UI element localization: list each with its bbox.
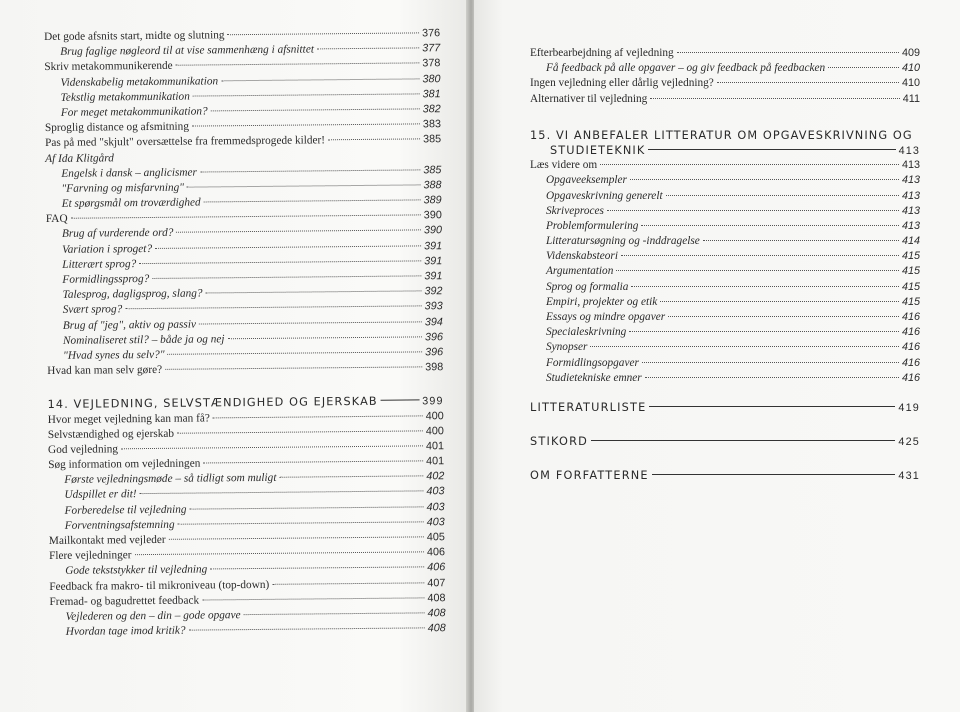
toc-subentry[interactable] bbox=[530, 61, 920, 76]
page-number: 431 bbox=[898, 469, 920, 482]
entry-label: Brug faglige nøgleord til at vise sammenhæng i afsnittet bbox=[60, 43, 315, 59]
entry-label: "Farvning og misfarvning" bbox=[61, 181, 185, 195]
right-entries bbox=[530, 46, 920, 107]
left-page bbox=[0, 0, 468, 712]
chapter-title: 14. VEJLEDNING, SELVSTÆNDIGHED OG EJERSKAB bbox=[47, 395, 378, 412]
back-matter-entry[interactable] bbox=[530, 400, 920, 417]
page-number: 382 bbox=[422, 103, 441, 116]
entry-label: Forventningsafstemning bbox=[64, 518, 175, 532]
right-toc bbox=[530, 46, 920, 502]
toc-subentry[interactable] bbox=[530, 249, 920, 264]
page-number: 401 bbox=[426, 455, 445, 468]
toc-subentry[interactable] bbox=[530, 173, 920, 188]
page-number: 416 bbox=[901, 326, 920, 339]
page-number: 396 bbox=[424, 330, 444, 344]
entry-label: Et spørgsmål om troværdighed bbox=[61, 196, 201, 210]
toc-subentry[interactable] bbox=[530, 325, 920, 340]
chapter-15-entries bbox=[530, 158, 920, 386]
entry-label: Hvad kan man selv gøre? bbox=[47, 364, 163, 378]
toc-entry[interactable] bbox=[530, 76, 920, 91]
left-entries bbox=[44, 26, 443, 379]
entry-label: Det gode afsnits start, midte og slutning bbox=[44, 29, 225, 43]
page-number: 383 bbox=[422, 118, 441, 131]
toc-entry[interactable] bbox=[530, 158, 920, 173]
entry-label: Få feedback på alle opgaver – og giv feedback på feedbacken bbox=[546, 62, 826, 75]
page-number: 409 bbox=[901, 47, 920, 59]
entry-label: Litterært sprog? bbox=[62, 257, 137, 271]
page-number: 400 bbox=[425, 409, 444, 422]
entry-label: Vejlederen og den – din – gode opgave bbox=[65, 609, 241, 623]
entry-label: Skriveproces bbox=[546, 204, 604, 217]
page-number: 408 bbox=[427, 591, 446, 605]
entry-label: Søg information om vejledningen bbox=[48, 457, 201, 472]
page-number: 391 bbox=[424, 270, 443, 283]
entry-label: Nominaliseret stil? – både ja og nej bbox=[62, 333, 225, 347]
page-number: 407 bbox=[427, 576, 446, 589]
entry-label: Engelsk i dansk – anglicismer bbox=[61, 166, 197, 180]
entry-label: Ingen vejledning eller dårlig vejledning? bbox=[530, 77, 714, 90]
back-matter-entry[interactable] bbox=[530, 434, 920, 451]
page-number: 413 bbox=[901, 204, 920, 217]
page-number: 415 bbox=[901, 250, 920, 263]
entry-label: Fremad- og bagudrettet feedback bbox=[49, 594, 200, 608]
entry-label: Flere vejledninger bbox=[48, 549, 132, 563]
left-toc bbox=[44, 26, 446, 640]
page-number: 416 bbox=[901, 341, 920, 354]
page-number: 390 bbox=[423, 209, 442, 222]
right-page bbox=[474, 0, 960, 712]
page-number: 403 bbox=[426, 515, 445, 529]
page-number: 415 bbox=[901, 295, 920, 308]
page-number: 415 bbox=[901, 280, 920, 293]
toc-subentry[interactable] bbox=[530, 310, 920, 325]
entry-label: Videnskabsteori bbox=[546, 250, 618, 263]
page-number: 419 bbox=[898, 401, 920, 414]
page-number: 413 bbox=[901, 219, 920, 232]
toc-subentry[interactable] bbox=[530, 356, 920, 371]
page-number: 425 bbox=[898, 435, 920, 448]
page-number: 385 bbox=[423, 163, 442, 177]
toc-entry[interactable] bbox=[530, 92, 920, 107]
entry-label: LITTERATURLISTE bbox=[530, 400, 647, 414]
entry-label: Opgaveeksempler bbox=[546, 174, 627, 187]
toc-subentry[interactable] bbox=[530, 371, 920, 386]
entry-label: Litteratursøgning og -inddragelse bbox=[546, 235, 700, 248]
chapter-15-heading[interactable] bbox=[530, 128, 920, 158]
entry-label: Sproglig distance og afsmitning bbox=[44, 120, 190, 135]
entry-label: Brug af "jeg", aktiv og passiv bbox=[62, 318, 196, 332]
toc-subentry[interactable] bbox=[530, 280, 920, 295]
entry-label: Formidlingsopgaver bbox=[546, 356, 639, 369]
entry-label: Variation i sproget? bbox=[62, 242, 153, 256]
entry-label: Talesprog, dagligsprog, slang? bbox=[62, 287, 203, 302]
page-number: 405 bbox=[426, 531, 445, 544]
entry-label: Hvordan tage imod kritik? bbox=[65, 624, 186, 638]
page-number: 396 bbox=[425, 346, 444, 359]
toc-subentry[interactable] bbox=[530, 234, 920, 249]
page-number: 408 bbox=[427, 622, 446, 635]
page-number: 389 bbox=[423, 194, 442, 207]
page-number: 391 bbox=[424, 239, 443, 252]
entry-label: "Hvad synes du selv?" bbox=[63, 348, 165, 362]
page-number: 413 bbox=[898, 144, 920, 157]
page-number: 402 bbox=[426, 470, 445, 483]
entry-label: Essays og mindre opgaver bbox=[546, 311, 666, 323]
chapter-title-line1: 15. VI ANBEFALER LITTERATUR OM OPGAVESKRIVNING OG bbox=[530, 128, 913, 142]
entry-label: Argumentation bbox=[546, 265, 614, 278]
entry-label: Svært sprog? bbox=[62, 303, 123, 317]
entry-label: Skriv metakommunikerende bbox=[44, 60, 173, 74]
chapter-14-entries bbox=[48, 409, 446, 641]
page-number: 410 bbox=[901, 62, 920, 75]
entry-label: FAQ bbox=[45, 213, 68, 226]
page-number: 413 bbox=[901, 189, 920, 202]
page-number: 376 bbox=[421, 27, 441, 40]
entry-label: STIKORD bbox=[530, 434, 589, 448]
entry-label: Tekstlig metakommunikation bbox=[60, 90, 190, 104]
toc-subentry[interactable] bbox=[50, 621, 446, 640]
entry-label: Opgaveskrivning generelt bbox=[546, 189, 663, 202]
entry-label: Synopser bbox=[546, 341, 588, 354]
page-number: 406 bbox=[427, 561, 446, 574]
page-number: 416 bbox=[901, 311, 920, 323]
entry-label: Første vejledningsmøde – så tidligt som muligt bbox=[64, 472, 277, 487]
toc-subentry[interactable] bbox=[530, 204, 920, 219]
entry-label: Videnskabelig metakommunikation bbox=[60, 74, 219, 89]
page-number: 394 bbox=[424, 315, 443, 328]
entry-label: Empiri, projekter og etik bbox=[546, 295, 658, 308]
page-number: 385 bbox=[422, 133, 442, 146]
page-number: 403 bbox=[426, 500, 445, 513]
page-number: 391 bbox=[424, 255, 443, 268]
entry-label: Studietekniske emner bbox=[546, 371, 642, 384]
back-matter bbox=[530, 400, 920, 502]
entry-label: Af Ida Klitgård bbox=[45, 151, 114, 165]
entry-label: Selvstændighed og ejerskab bbox=[47, 427, 175, 441]
toc-subentry[interactable] bbox=[530, 264, 920, 279]
page-number: 406 bbox=[426, 546, 446, 559]
page-number: 401 bbox=[425, 440, 445, 453]
page-number: 393 bbox=[424, 300, 443, 313]
entry-label: Feedback fra makro- til mikroniveau (top-down) bbox=[49, 578, 270, 593]
page-number: 413 bbox=[901, 174, 920, 187]
toc-subentry[interactable] bbox=[530, 189, 920, 204]
page-number: 400 bbox=[425, 424, 444, 438]
page-number: 416 bbox=[901, 371, 920, 384]
entry-label: Pas på med "skjult" oversættelse fra fremmedsprogede kilder! bbox=[45, 134, 326, 150]
page-number: 415 bbox=[901, 265, 920, 278]
toc-subentry[interactable] bbox=[530, 340, 920, 355]
entry-label: For meget metakommunikation? bbox=[60, 105, 208, 119]
page-number: 416 bbox=[901, 356, 920, 369]
page-number: 403 bbox=[426, 485, 445, 498]
toc-subentry[interactable] bbox=[530, 295, 920, 310]
page-number: 378 bbox=[422, 57, 441, 70]
page-number: 377 bbox=[422, 42, 441, 55]
toc-entry[interactable] bbox=[530, 46, 920, 61]
entry-label: Mailkontakt med vejleder bbox=[48, 533, 166, 547]
page-number: 388 bbox=[423, 179, 442, 192]
entry-label: Gode tekststykker til vejledning bbox=[65, 563, 208, 578]
page-number: 414 bbox=[901, 235, 920, 248]
page-number: 381 bbox=[422, 87, 441, 101]
page-number: 380 bbox=[422, 72, 441, 85]
entry-label: OM FORFATTERNE bbox=[530, 468, 649, 482]
back-matter-entry[interactable] bbox=[530, 468, 920, 485]
page-number: 392 bbox=[424, 285, 443, 298]
page-number: 398 bbox=[425, 361, 444, 374]
entry-label: Sprog og formalia bbox=[546, 280, 629, 293]
entry-label: Læs videre om bbox=[530, 159, 598, 172]
page-number: 390 bbox=[423, 224, 443, 237]
entry-label: Forberedelse til vejledning bbox=[64, 503, 187, 517]
entry-label: Specialeskrivning bbox=[546, 326, 627, 339]
page-number: 408 bbox=[427, 607, 446, 620]
entry-label: Problemformulering bbox=[546, 219, 639, 232]
entry-label: Hvor meget vejledning kan man få? bbox=[47, 411, 210, 426]
entry-label: God vejledning bbox=[47, 443, 119, 456]
chapter-title-line2: STUDIETEKNIK bbox=[550, 143, 646, 157]
toc-subentry[interactable] bbox=[530, 219, 920, 234]
entry-label: Brug af vurderende ord? bbox=[61, 227, 174, 241]
entry-label: Efterbearbejdning af vejledning bbox=[530, 47, 674, 59]
page-number: 399 bbox=[422, 395, 444, 408]
entry-label: Udspillet er dit! bbox=[64, 488, 137, 502]
page-number: 410 bbox=[901, 77, 920, 90]
entry-label: Alternativer til vejledning bbox=[530, 92, 648, 105]
page-number: 413 bbox=[901, 159, 920, 172]
entry-label: Formidlingssprog? bbox=[62, 273, 150, 286]
page-number: 411 bbox=[902, 92, 920, 105]
